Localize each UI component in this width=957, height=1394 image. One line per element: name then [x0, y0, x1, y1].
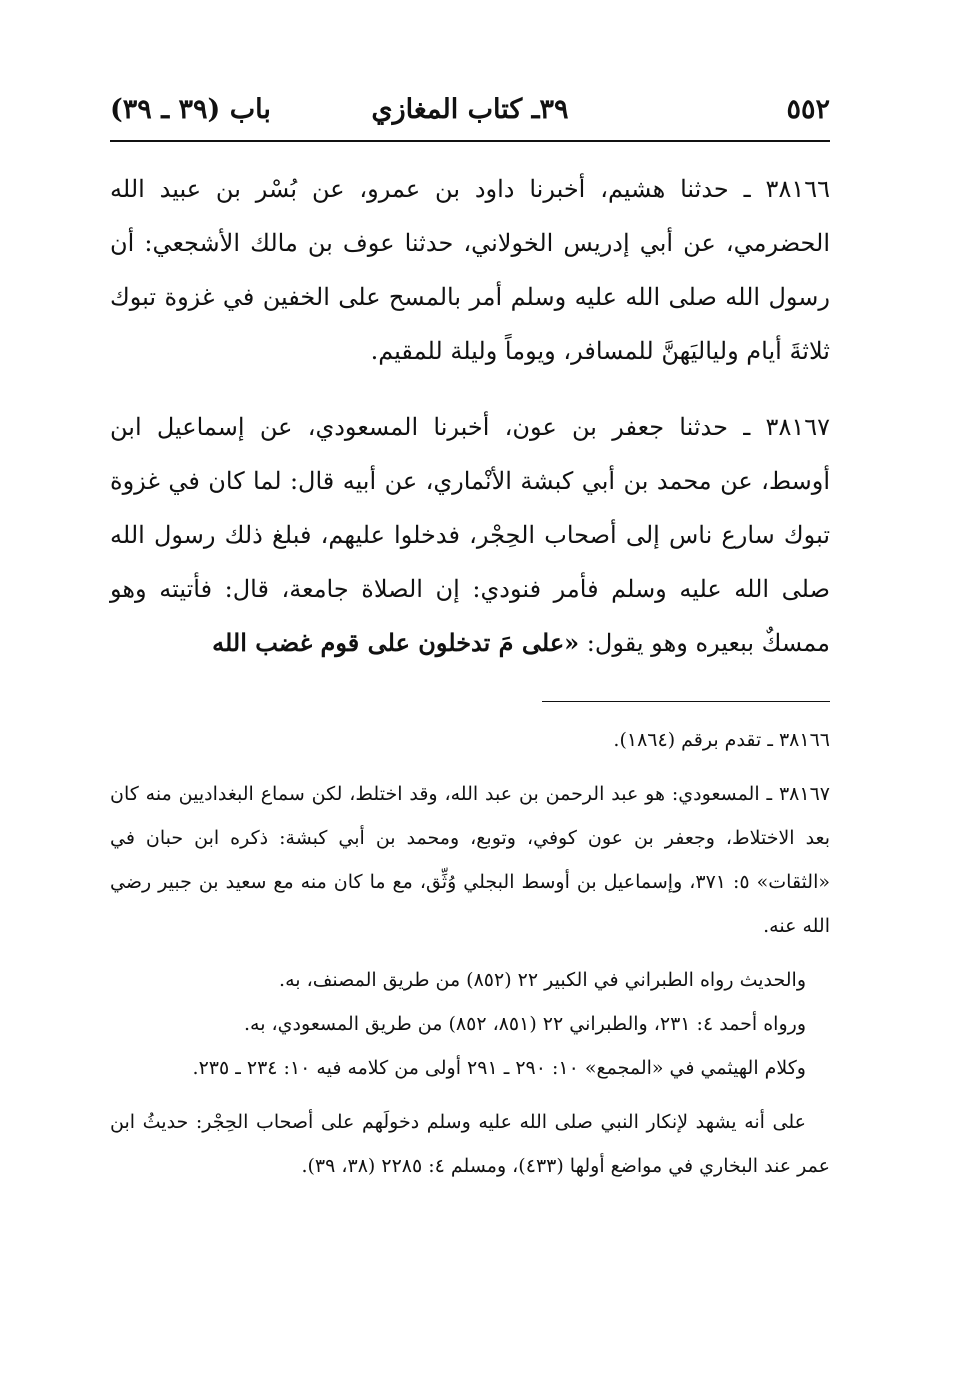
footnote-divider: [542, 701, 830, 702]
book-title: ٣٩ـ كتاب المغازي: [371, 94, 569, 125]
header-divider: [110, 140, 830, 142]
running-header: [110, 86, 830, 136]
page-number: ٥٥٢: [786, 94, 830, 125]
hadith-38167-quote: «على مَ تدخلون على قوم غضب الله: [212, 628, 580, 657]
footnotes: [110, 718, 830, 1188]
footnote-ahmad: ورواه أحمد ٤: ٢٣١، والطبراني ٢٢ (٨٥١، ٨٥٢) من طريق المسعودي، به.: [243, 1013, 806, 1035]
footnote-bukhari: على أنه يشهد لإنكار النبي صلى الله عليه وسلم دخولَهم على أصحاب الحِجْر: حديثُ ابن عمر عند البخاري في مواضع أولها (٤٣٣)، ومسلم ٤: ٢٢٨٥ (٣٨، ٣٩).: [110, 1111, 830, 1177]
main-text: [110, 162, 830, 670]
footnote-38167: ٣٨١٦٧ ـ المسعودي: هو عبد الرحمن بن عبد الله، وقد اختلط، لكن سماع البغداديين منه كان بعد الاختلاط، وجعفر بن عون كوفي، وتوبع، ومحمد بن أبي كبشة: ذكره ابن حبان في «الثقات» ٥: ٣٧١، وإسماعيل بن أوسط البجلي وُثِّق، مع ما كان منه مع سعيد بن جبير رضي الله عنه.: [110, 783, 830, 937]
footnote-tabarani: والحديث رواه الطبراني في الكبير ٢٢ (٨٥٢) من طريق المصنف، به.: [279, 969, 806, 991]
hadith-38167-text: ٣٨١٦٧ ـ حدثنا جعفر بن عون، أخبرنا المسعودي، عن إسماعيل ابن أوسط، عن محمد بن أبي كبشة الأنْماري، عن أبيه قال: لما كان في غزوة تبوك سارع ناس إلى أصحاب الحِجْر، فدخلوا عليهم، فبلغ ذلك رسول الله صلى الله عليه وسلم فأمر فنودي: إن الصلاة جامعة، قال: فأتيته وهو ممسكٌ ببعيره وهو يقول:: [110, 413, 831, 657]
hadith-38167: [110, 400, 830, 670]
chapter-range: باب (٣٩ ـ ٣٩): [110, 94, 271, 125]
hadith-38166: ٣٨١٦٦ ـ حدثنا هشيم، أخبرنا داود بن عمرو، عن بُسْر بن عبيد الله الحضرمي، عن أبي إدريس الخولاني، حدثنا عوف بن مالك الأشجعي: أن رسول الله صلى الله عليه وسلم أمر بالمسح على الخفين في غزوة تبوك ثلاثةَ أيام ولياليَهنَّ للمسافر، ويوماً وليلة للمقيم.: [110, 175, 830, 365]
footnote-haythami: وكلام الهيثمي في «المجمع» ١٠: ٢٩٠ ـ ٢٩١ أولى من كلامه فيه ١٠: ٢٣٤ ـ ٢٣٥.: [192, 1057, 806, 1079]
footnote-38166: ٣٨١٦٦ ـ تقدم برقم (١٨٦٤).: [613, 729, 830, 751]
